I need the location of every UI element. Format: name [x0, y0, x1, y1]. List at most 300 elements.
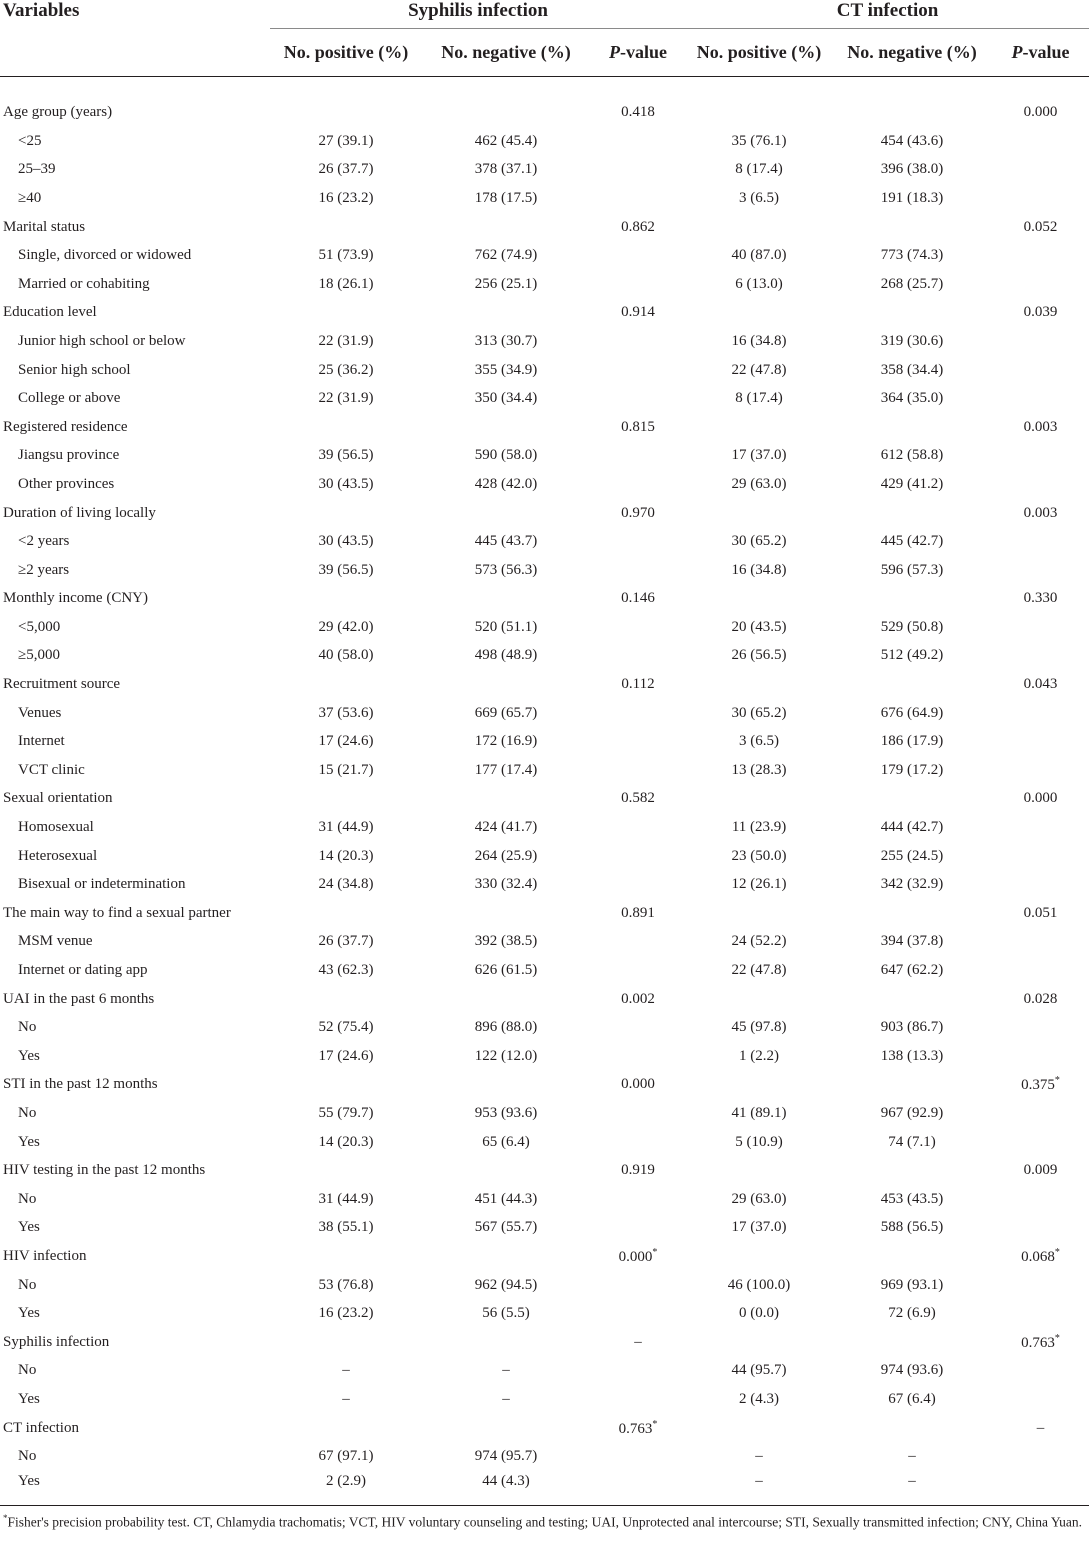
ct-negative-cell: –	[908, 1448, 916, 1465]
syphilis-negative-cell: 172 (16.9)	[474, 733, 538, 750]
ct-pvalue-cell	[992, 870, 1089, 899]
row-category-label: No	[18, 1104, 37, 1121]
ct-negative-cell	[832, 670, 992, 699]
table-row	[0, 842, 1089, 871]
table-row	[0, 384, 1089, 413]
table-row	[0, 241, 1089, 270]
syphilis-pvalue-cell: 0.914	[621, 304, 655, 321]
ct-positive-cell: 29 (63.0)	[731, 475, 787, 492]
ct-negative-cell: 969 (93.1)	[880, 1276, 944, 1293]
ct-pvalue-cell	[992, 1185, 1089, 1214]
syphilis-pvalue-cell	[590, 1099, 686, 1128]
table-row-variable	[0, 1156, 1089, 1185]
row-category-label: Yes	[18, 1133, 40, 1150]
ct-negative-cell: 72 (6.9)	[888, 1305, 936, 1322]
table-row	[0, 1099, 1089, 1128]
ct-pvalue-cell	[992, 270, 1089, 299]
ct-positive-cell: 41 (89.1)	[731, 1104, 787, 1121]
ct-negative-cell: 676 (64.9)	[880, 704, 944, 721]
ct-negative-cell: 647 (62.2)	[880, 962, 944, 979]
table-row	[0, 613, 1089, 642]
row-category-label: Yes	[0, 1471, 270, 1506]
ct-positive-cell	[686, 413, 832, 442]
ct-positive-cell: 8 (17.4)	[735, 390, 783, 407]
row-category-label: No	[18, 1190, 37, 1207]
ct-negative-cell	[832, 1414, 992, 1443]
ct-pvalue-cell	[992, 184, 1089, 213]
footnote-marker: *	[3, 1513, 8, 1523]
row-category-label: MSM venue	[18, 933, 93, 950]
row-variable-label: CT infection	[3, 1419, 79, 1436]
syphilis-pvalue-cell: 0.000	[621, 1076, 655, 1093]
ct-positive-cell: 46 (100.0)	[727, 1276, 791, 1293]
ct-pvalue-cell	[992, 442, 1089, 471]
syphilis-negative-cell	[422, 1071, 590, 1100]
syphilis-positive-cell: 38 (55.1)	[318, 1219, 374, 1236]
syphilis-positive-cell	[270, 785, 422, 814]
syphilis-positive-cell	[270, 585, 422, 614]
syphilis-pvalue-cell	[590, 1471, 686, 1506]
syphilis-negative-cell: 424 (41.7)	[474, 819, 538, 836]
syphilis-negative-cell: 350 (34.4)	[474, 390, 538, 407]
table-row	[0, 327, 1089, 356]
ct-pvalue-cell	[992, 1099, 1089, 1128]
ct-positive-cell	[686, 213, 832, 242]
syphilis-positive-cell: 16 (23.2)	[318, 1305, 374, 1322]
syphilis-negative-cell	[422, 785, 590, 814]
syphilis-negative-cell: 313 (30.7)	[474, 332, 538, 349]
ct-pvalue-cell	[992, 642, 1089, 671]
table-row-variable	[0, 413, 1089, 442]
ct-pvalue-cell	[992, 1385, 1089, 1414]
ct-negative-cell	[832, 899, 992, 928]
ct-pvalue-cell	[992, 384, 1089, 413]
syphilis-negative-cell: 44 (4.3)	[422, 1471, 590, 1506]
syphilis-pvalue-cell	[590, 756, 686, 785]
ct-positive-cell: 30 (65.2)	[731, 533, 787, 550]
table-row	[0, 1271, 1089, 1300]
table-row	[0, 756, 1089, 785]
empty-header-cell	[0, 29, 270, 77]
syphilis-negative-cell: 896 (88.0)	[474, 1019, 538, 1036]
row-category-label: Junior high school or below	[18, 332, 186, 349]
syphilis-negative-cell	[422, 585, 590, 614]
syphilis-negative-cell	[422, 1328, 590, 1357]
row-category-label: <5,000	[18, 618, 61, 635]
syphilis-pvalue-cell: 0.862	[621, 218, 655, 235]
row-variable-label: Duration of living locally	[3, 504, 156, 521]
syphilis-negative-cell: 392 (38.5)	[474, 933, 538, 950]
table-row	[0, 813, 1089, 842]
row-category-label: No	[18, 1019, 37, 1036]
syphilis-positive-cell: 31 (44.9)	[318, 1190, 374, 1207]
syphilis-pvalue-cell: –	[634, 1333, 642, 1350]
syphilis-negative-cell: 355 (34.9)	[474, 361, 538, 378]
ct-pvalue-cell	[992, 1042, 1089, 1071]
syphilis-pvalue-cell	[590, 1128, 686, 1157]
syphilis-pvalue-cell	[590, 1299, 686, 1328]
ct-negative-cell: 74 (7.1)	[888, 1133, 936, 1150]
syphilis-pvalue-cell	[590, 270, 686, 299]
syphilis-pvalue-cell	[590, 356, 686, 385]
syphilis-pvalue-cell: 0.000*	[618, 1246, 658, 1265]
ct-negative-cell	[832, 1242, 992, 1271]
row-category-label: Heterosexual	[18, 847, 98, 864]
ct-pvalue-cell: 0.039	[1023, 304, 1058, 321]
syphilis-pvalue-cell	[590, 842, 686, 871]
ct-negative-cell: 773 (74.3)	[880, 247, 944, 264]
syphilis-pvalue-cell	[590, 727, 686, 756]
ct-positive-cell: 1 (2.2)	[739, 1047, 780, 1064]
syphilis-negative-cell	[422, 77, 590, 128]
table-row	[0, 184, 1089, 213]
ct-negative-cell	[832, 785, 992, 814]
syphilis-positive-cell: 67 (97.1)	[318, 1448, 374, 1465]
syphilis-negative-cell: 567 (55.7)	[474, 1219, 538, 1236]
syphilis-pvalue-cell	[590, 470, 686, 499]
ct-negative-cell: 394 (37.8)	[880, 933, 944, 950]
ct-positive-cell	[686, 1242, 832, 1271]
ct-pvalue-cell: 0.068*	[1021, 1246, 1060, 1265]
row-category-label: Married or cohabiting	[18, 275, 150, 292]
syphilis-positive-cell: 55 (79.7)	[318, 1104, 374, 1121]
table-row	[0, 1214, 1089, 1243]
syphilis-negative-cell	[422, 499, 590, 528]
table-row	[0, 1299, 1089, 1328]
ct-positive-cell: 17 (37.0)	[731, 447, 787, 464]
table-row-variable	[0, 1328, 1089, 1357]
table-row	[0, 356, 1089, 385]
syphilis-negative-cell: 573 (56.3)	[474, 561, 538, 578]
ct-negative-cell: 974 (93.6)	[880, 1362, 944, 1379]
ct-positive-cell	[686, 785, 832, 814]
ct-pvalue-cell: 0.000	[1023, 790, 1058, 807]
syphilis-pvalue-cell	[590, 1385, 686, 1414]
syphilis-pvalue-cell	[590, 442, 686, 471]
ct-positive-header: No. positive (%)	[686, 29, 832, 77]
row-variable-label: STI in the past 12 months	[3, 1076, 158, 1093]
ct-pvalue-cell: 0.052	[1023, 218, 1058, 235]
syphilis-positive-cell	[270, 1071, 422, 1100]
table-row	[0, 1442, 1089, 1471]
syphilis-pvalue-cell	[590, 1042, 686, 1071]
syphilis-positive-cell: 31 (44.9)	[318, 819, 374, 836]
ct-pvalue-cell: 0.330	[1023, 590, 1058, 607]
ct-positive-cell: 26 (56.5)	[731, 647, 787, 664]
ct-pvalue-cell: 0.003	[1023, 504, 1058, 521]
ct-negative-cell	[832, 77, 992, 128]
syphilis-positive-header: No. positive (%)	[270, 29, 422, 77]
ct-negative-cell: 364 (35.0)	[880, 390, 944, 407]
ct-pvalue-cell: 0.003	[1023, 418, 1058, 435]
table-row-variable	[0, 213, 1089, 242]
row-variable-label: HIV infection	[3, 1247, 87, 1264]
table-row	[0, 727, 1089, 756]
syphilis-pvalue-cell: 0.919	[621, 1162, 655, 1179]
ct-negative-cell: 453 (43.5)	[880, 1190, 944, 1207]
row-variable-label: The main way to find a sexual partner	[3, 904, 231, 921]
ct-positive-cell: 22 (47.8)	[731, 361, 787, 378]
row-category-label: Single, divorced or widowed	[18, 247, 192, 264]
ct-negative-cell: 319 (30.6)	[880, 332, 944, 349]
ct-negative-cell: 512 (49.2)	[880, 647, 944, 664]
table-row	[0, 870, 1089, 899]
ct-positive-cell: 17 (37.0)	[731, 1219, 787, 1236]
syphilis-positive-cell: 40 (58.0)	[318, 647, 374, 664]
syphilis-positive-cell	[270, 1242, 422, 1271]
syphilis-positive-cell	[270, 1414, 422, 1443]
table-row-variable	[0, 299, 1089, 328]
syphilis-negative-cell	[422, 1242, 590, 1271]
syphilis-pvalue-cell: 0.002	[621, 990, 655, 1007]
syphilis-negative-cell	[422, 985, 590, 1014]
syphilis-pvalue-cell	[590, 556, 686, 585]
row-category-label: ≥40	[18, 189, 42, 206]
ct-pvalue-cell	[992, 1013, 1089, 1042]
ct-pvalue-cell: 0.043	[1023, 676, 1058, 693]
row-variable-label: Sexual orientation	[3, 790, 113, 807]
syphilis-pvalue-cell	[590, 327, 686, 356]
ct-positive-cell: 2 (4.3)	[739, 1390, 780, 1407]
table-row-variable	[0, 499, 1089, 528]
ct-pvalue-cell	[992, 1357, 1089, 1386]
syphilis-negative-cell: 590 (58.0)	[474, 447, 538, 464]
ct-negative-cell: 191 (18.3)	[880, 189, 944, 206]
ct-negative-cell	[832, 985, 992, 1014]
row-category-label: Yes	[18, 1219, 40, 1236]
ct-pvalue-cell	[992, 356, 1089, 385]
table-row	[0, 1471, 1089, 1506]
syphilis-negative-cell: 498 (48.9)	[474, 647, 538, 664]
ct-negative-cell	[832, 585, 992, 614]
row-category-label: VCT clinic	[18, 761, 85, 778]
ct-pvalue-cell	[992, 127, 1089, 156]
row-category-label: Jiangsu province	[18, 447, 120, 464]
syphilis-positive-cell: 25 (36.2)	[318, 361, 374, 378]
syphilis-negative-cell: 669 (65.7)	[474, 704, 538, 721]
syphilis-negative-cell: 445 (43.7)	[474, 533, 538, 550]
row-variable-label: Syphilis infection	[3, 1333, 110, 1350]
ct-positive-cell: 23 (50.0)	[731, 847, 787, 864]
table-row	[0, 699, 1089, 728]
ct-negative-cell	[832, 1328, 992, 1357]
row-category-label: Venues	[18, 704, 62, 721]
row-variable-label: Education level	[3, 304, 97, 321]
table-row	[0, 270, 1089, 299]
ct-positive-cell: –	[686, 1471, 832, 1506]
syphilis-pvalue-cell	[590, 1271, 686, 1300]
row-category-label: No	[18, 1362, 37, 1379]
syphilis-negative-cell: 953 (93.6)	[474, 1104, 538, 1121]
ct-pvalue-cell	[992, 1128, 1089, 1157]
ct-pvalue-cell	[992, 527, 1089, 556]
syphilis-pvalue-cell: 0.112	[621, 676, 655, 693]
ct-positive-cell: 12 (26.1)	[731, 876, 787, 893]
ct-negative-cell: 67 (6.4)	[888, 1390, 936, 1407]
ct-pvalue-cell: 0.028	[1023, 990, 1058, 1007]
ct-positive-cell	[686, 1071, 832, 1100]
row-category-label: Bisexual or indetermination	[18, 876, 186, 893]
syphilis-negative-cell: 762 (74.9)	[474, 247, 538, 264]
ct-pvalue-cell	[992, 556, 1089, 585]
ct-positive-cell	[686, 985, 832, 1014]
ct-pvalue-cell	[992, 613, 1089, 642]
syphilis-negative-cell: 177 (17.4)	[474, 761, 538, 778]
variables-header: Variables	[3, 0, 80, 21]
syphilis-negative-cell: 451 (44.3)	[474, 1190, 538, 1207]
row-category-label: Other provinces	[18, 475, 115, 492]
table-row-variable	[0, 77, 1089, 128]
ct-positive-cell	[686, 1414, 832, 1443]
syphilis-pvalue-cell: 0.146	[621, 590, 655, 607]
ct-negative-cell: 255 (24.5)	[880, 847, 944, 864]
syphilis-negative-cell: 520 (51.1)	[474, 618, 538, 635]
ct-positive-cell	[686, 1328, 832, 1357]
row-category-label: Yes	[18, 1047, 40, 1064]
syphilis-pvalue-cell	[590, 1214, 686, 1243]
syphilis-positive-cell	[270, 413, 422, 442]
row-category-label: Internet or dating app	[18, 962, 148, 979]
table-row	[0, 928, 1089, 957]
ct-positive-cell: 45 (97.8)	[731, 1019, 787, 1036]
ct-positive-cell: 8 (17.4)	[735, 161, 783, 178]
ct-negative-cell: 588 (56.5)	[880, 1219, 944, 1236]
ct-negative-cell: 138 (13.3)	[880, 1047, 944, 1064]
syphilis-positive-cell: 2 (2.9)	[270, 1471, 422, 1506]
syphilis-pvalue-cell: 0.763*	[618, 1418, 658, 1437]
syphilis-pvalue-cell	[590, 127, 686, 156]
syphilis-positive-cell: 52 (75.4)	[318, 1019, 374, 1036]
ct-negative-cell: 396 (38.0)	[880, 161, 944, 178]
row-category-label: Yes	[18, 1305, 40, 1322]
ct-positive-cell: 3 (6.5)	[739, 733, 780, 750]
ct-negative-cell: 444 (42.7)	[880, 819, 944, 836]
table-row-variable	[0, 1242, 1089, 1271]
syphilis-positive-cell: 39 (56.5)	[318, 447, 374, 464]
syphilis-positive-cell: –	[342, 1362, 350, 1379]
ct-positive-cell	[686, 77, 832, 128]
syphilis-negative-cell: 122 (12.0)	[474, 1047, 538, 1064]
syphilis-pvalue-cell	[590, 1013, 686, 1042]
row-variable-label: Registered residence	[3, 418, 128, 435]
table-row-variable	[0, 670, 1089, 699]
ct-negative-cell	[832, 299, 992, 328]
table-row-variable	[0, 785, 1089, 814]
syphilis-group-header: Syphilis infection	[270, 0, 686, 29]
syphilis-negative-cell	[422, 299, 590, 328]
ct-negative-cell	[832, 213, 992, 242]
syphilis-negative-cell	[422, 1414, 590, 1443]
syphilis-negative-cell: 330 (32.4)	[474, 876, 538, 893]
syphilis-positive-cell: 43 (62.3)	[318, 962, 374, 979]
row-category-label: No	[18, 1276, 37, 1293]
syphilis-pvalue-cell	[590, 1357, 686, 1386]
table-footnote	[3, 1508, 1085, 1533]
ct-positive-cell: 40 (87.0)	[731, 247, 787, 264]
syphilis-positive-cell	[270, 1156, 422, 1185]
ct-positive-cell: 3 (6.5)	[739, 189, 780, 206]
syphilis-pvalue-cell	[590, 699, 686, 728]
syphilis-positive-cell: 14 (20.3)	[318, 847, 374, 864]
syphilis-positive-cell	[270, 1328, 422, 1357]
syphilis-negative-cell: –	[502, 1390, 510, 1407]
syphilis-negative-cell: 65 (6.4)	[482, 1133, 530, 1150]
ct-pvalue-cell	[992, 727, 1089, 756]
row-category-label: ≥5,000	[18, 647, 60, 664]
syphilis-negative-cell	[422, 670, 590, 699]
table-row-variable	[0, 899, 1089, 928]
ct-pvalue-cell: 0.051	[1023, 904, 1058, 921]
syphilis-positive-cell: 30 (43.5)	[318, 475, 374, 492]
syphilis-pvalue-cell	[590, 527, 686, 556]
ct-pvalue-cell	[992, 699, 1089, 728]
syphilis-negative-cell: 974 (95.7)	[474, 1448, 538, 1465]
syphilis-negative-cell: 256 (25.1)	[474, 275, 538, 292]
syphilis-negative-cell	[422, 1156, 590, 1185]
table-row	[0, 956, 1089, 985]
ct-negative-cell: 429 (41.2)	[880, 475, 944, 492]
table-row	[0, 470, 1089, 499]
syphilis-pvalue-cell: 0.418	[621, 104, 655, 120]
ct-positive-cell: –	[755, 1448, 763, 1465]
table-row	[0, 556, 1089, 585]
syphilis-pvalue-cell: 0.815	[621, 418, 655, 435]
ct-negative-cell: 445 (42.7)	[880, 533, 944, 550]
table-row-variable	[0, 985, 1089, 1014]
syphilis-positive-cell	[270, 499, 422, 528]
syphilis-negative-cell	[422, 899, 590, 928]
row-category-label: ≥2 years	[18, 561, 70, 578]
table-row	[0, 1185, 1089, 1214]
ct-pvalue-cell: 0.009	[1023, 1162, 1058, 1179]
ct-pvalue-cell	[992, 1271, 1089, 1300]
syphilis-positive-cell: 39 (56.5)	[318, 561, 374, 578]
row-category-label: Homosexual	[18, 819, 94, 836]
table-row-variable	[0, 585, 1089, 614]
footnote-text: Fisher's precision probability test. CT, Chlamydia trachomatis; VCT, HIV voluntary counseling and testing; UAI, Unprotected anal intercourse; STI, Sexually transmitted infection; CNY, China Yuan.	[7, 1514, 1082, 1530]
syphilis-positive-cell: 26 (37.7)	[318, 933, 374, 950]
syphilis-negative-cell: –	[502, 1362, 510, 1379]
ct-negative-cell: 529 (50.8)	[880, 618, 944, 635]
syphilis-positive-cell	[270, 899, 422, 928]
ct-positive-cell: 6 (13.0)	[735, 275, 783, 292]
row-category-label: <2 years	[18, 533, 70, 550]
syphilis-pvalue-cell	[590, 241, 686, 270]
ct-negative-header: No. negative (%)	[832, 29, 992, 77]
syphilis-positive-cell: 24 (34.8)	[318, 876, 374, 893]
row-variable-label: Recruitment source	[3, 676, 121, 693]
syphilis-positive-cell: 16 (23.2)	[318, 189, 374, 206]
row-category-label: No	[18, 1448, 37, 1465]
syphilis-pvalue-cell	[590, 384, 686, 413]
ct-negative-cell	[832, 1156, 992, 1185]
row-category-label: 25–39	[18, 161, 56, 178]
ct-positive-cell: 20 (43.5)	[731, 618, 787, 635]
ct-negative-cell	[832, 499, 992, 528]
syphilis-positive-cell: 27 (39.1)	[318, 132, 374, 149]
ct-positive-cell: 24 (52.2)	[731, 933, 787, 950]
syphilis-negative-cell: 428 (42.0)	[474, 475, 538, 492]
ct-pvalue-cell	[992, 956, 1089, 985]
syphilis-positive-cell: 14 (20.3)	[318, 1133, 374, 1150]
table-row	[0, 1128, 1089, 1157]
syphilis-positive-cell: 51 (73.9)	[318, 247, 374, 264]
syphilis-negative-cell: 264 (25.9)	[474, 847, 538, 864]
table-row	[0, 127, 1089, 156]
ct-pvalue-cell	[992, 327, 1089, 356]
ct-positive-cell	[686, 899, 832, 928]
table-row	[0, 1357, 1089, 1386]
